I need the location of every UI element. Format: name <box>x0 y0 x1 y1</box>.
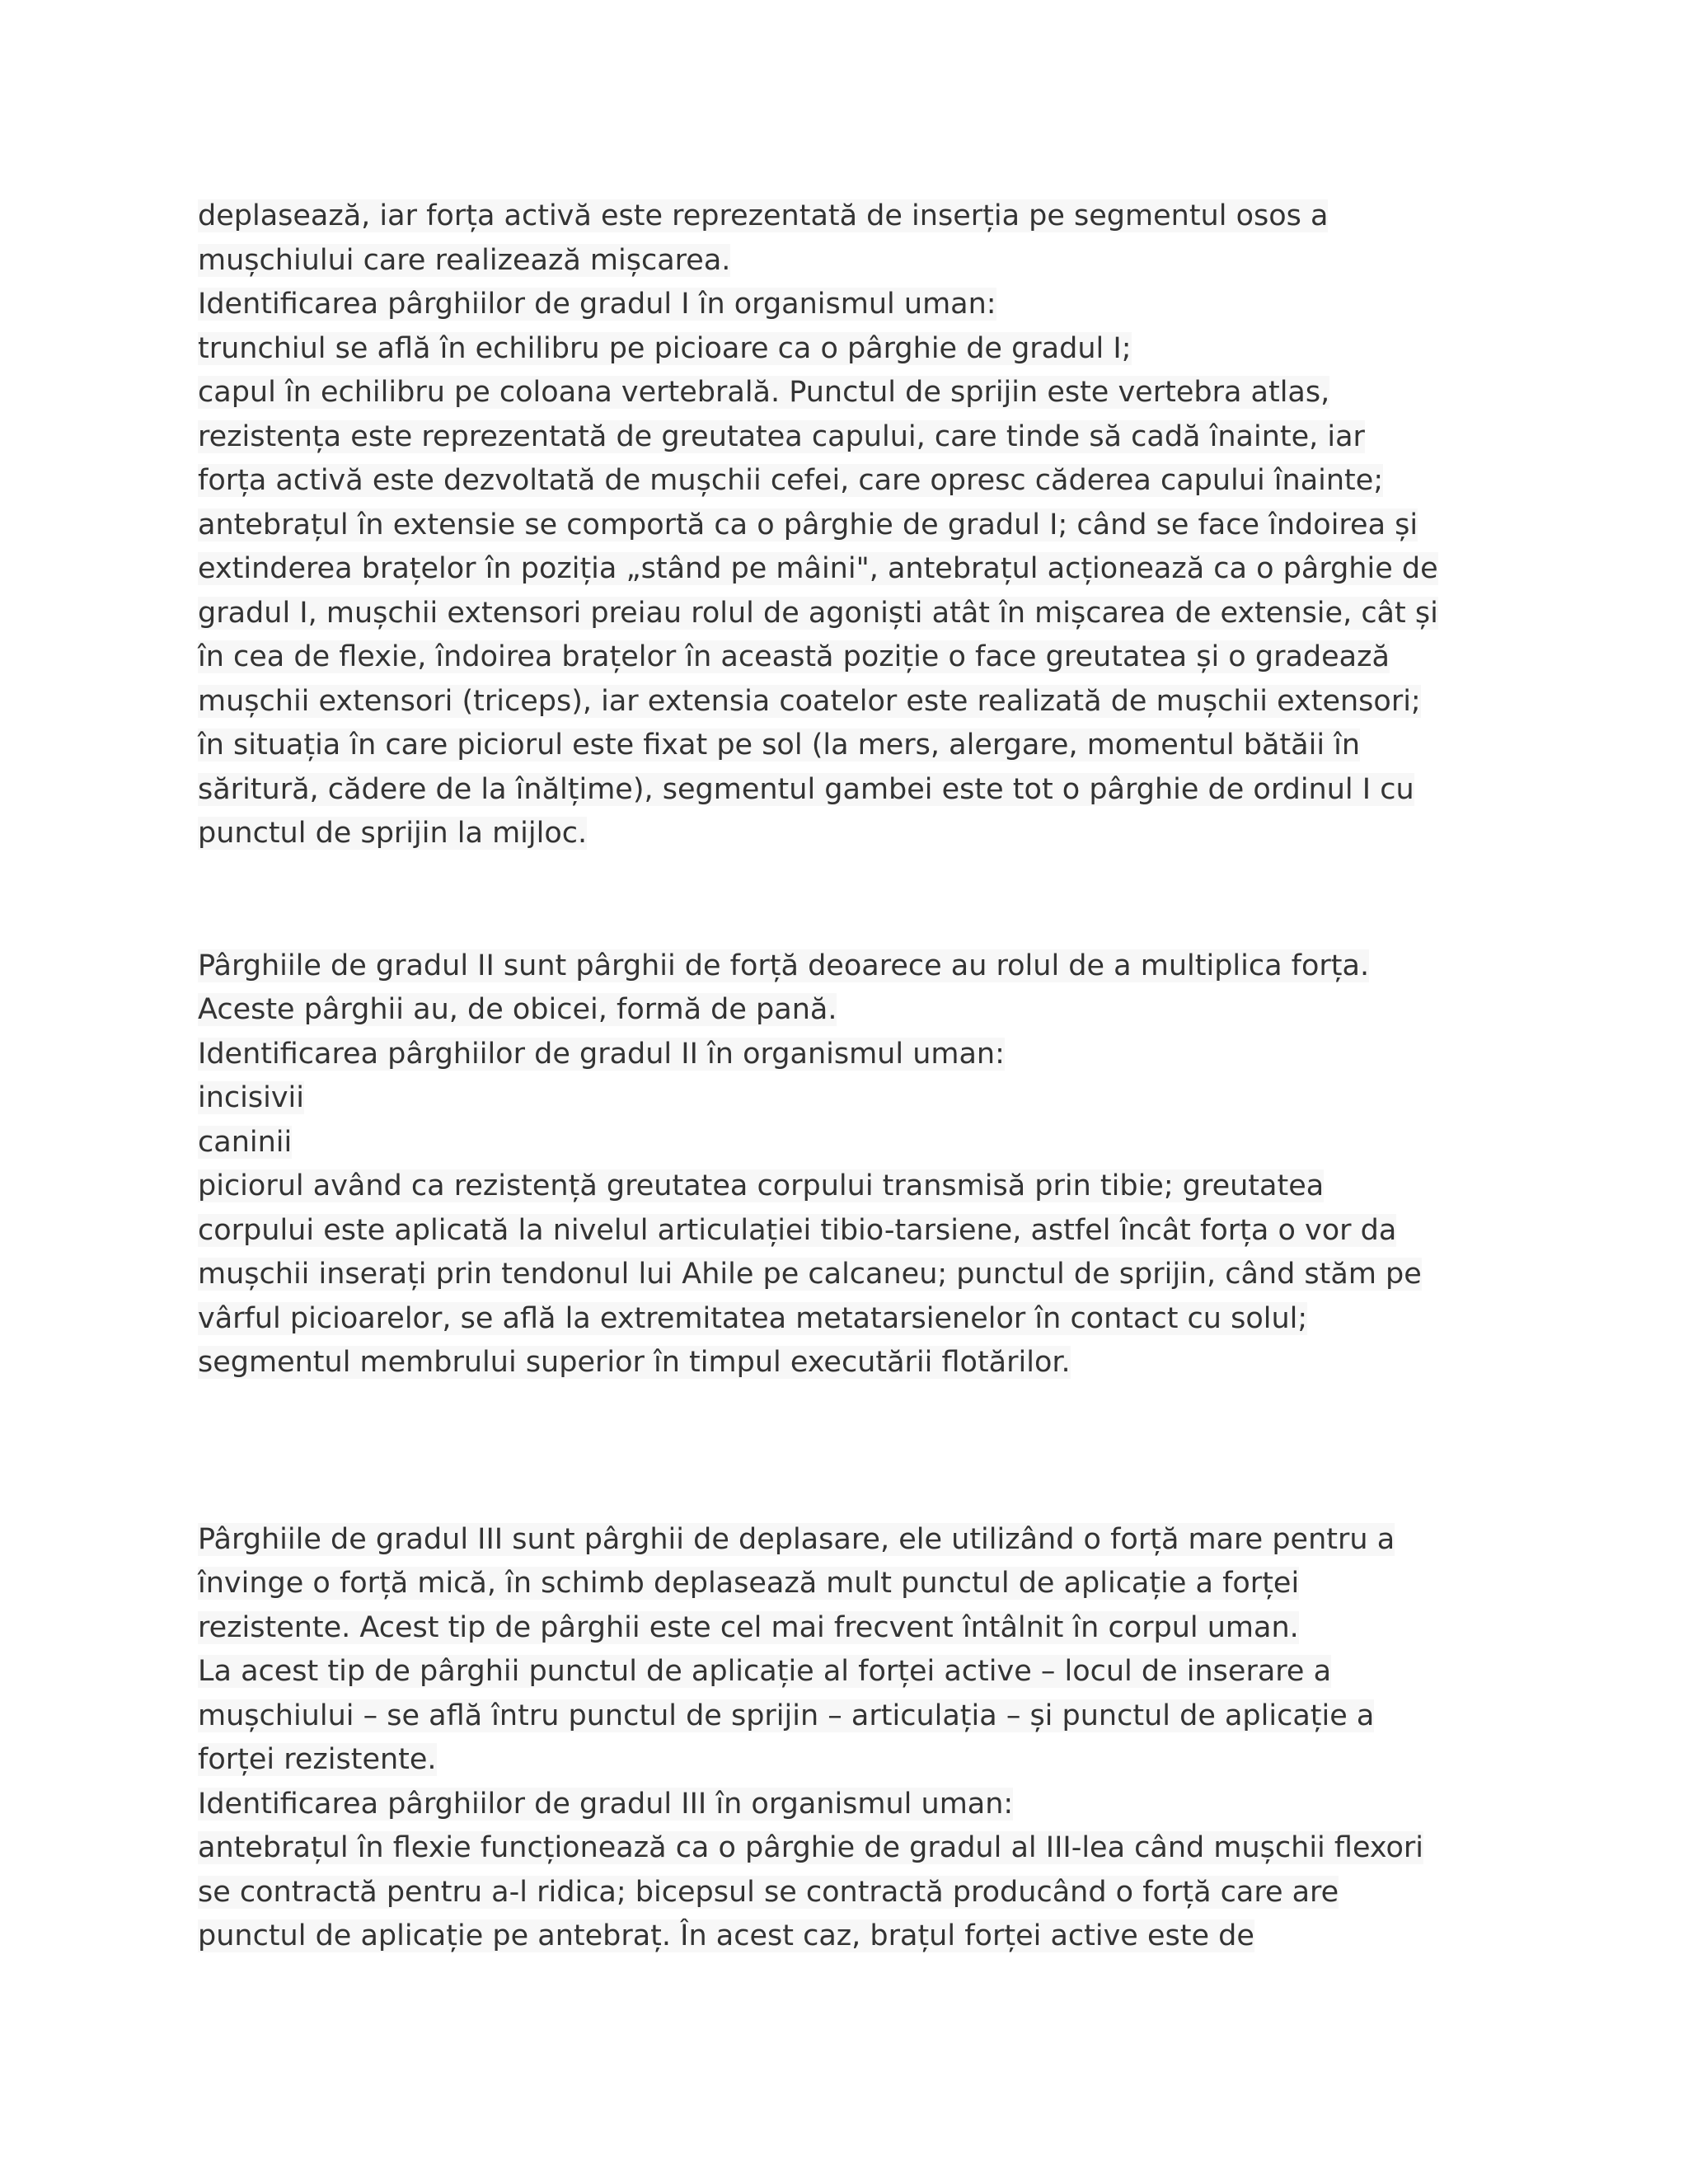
text-line: mușchii inserați prin tendonul lui Ahile pe calcaneu; punctul de sprijin, când stăm pe <box>198 1258 1422 1291</box>
text-line: se contractă pentru a-l ridica; bicepsul se contractă producând o forță care are <box>198 1875 1339 1909</box>
text-line: corpului este aplicată la nivelul articulației tibio-tarsiene, astfel încât forța o vor da <box>198 1213 1397 1247</box>
text-line: piciorul având ca rezistență greutatea corpului transmisă prin tibie; greutatea <box>198 1169 1325 1202</box>
text-line: antebrațul în extensie se comportă ca o pârghie de gradul I; când se face îndoirea și <box>198 508 1418 541</box>
text-line: punctul de aplicație pe antebraț. În acest caz, brațul forței active este de <box>198 1919 1254 1952</box>
text-line: antebrațul în flexie funcționează ca o pârghie de gradul al III-lea când mușchii flexori <box>198 1831 1424 1864</box>
text-line: vârful picioarelor, se află la extremitatea metatarsienelor în contact cu solul; <box>198 1301 1308 1335</box>
text-line: incisivii <box>198 1081 304 1114</box>
text-line: capul în echilibru pe coloana vertebrală. Punctul de sprijin este vertebra atlas, <box>198 376 1330 409</box>
text-line: învinge o forță mică, în schimb deplasează mult punctul de aplicație a forței <box>198 1567 1300 1600</box>
text-line: caninii <box>198 1125 293 1159</box>
text-line: extinderea brațelor în poziția „stând pe mâini", antebrațul acționează ca o pârghie de <box>198 552 1438 585</box>
text-line: mușchiului – se află întru punctul de sprijin – articulația – și punctul de aplicație a <box>198 1699 1375 1732</box>
text-line: forța activă este dezvoltată de mușchii cefei, care opresc căderea capului înainte; <box>198 464 1384 497</box>
text-line: rezistente. Acest tip de pârghii este cel mai frecvent întâlnit în corpul uman. <box>198 1610 1299 1644</box>
text-line: forței rezistente. <box>198 1743 437 1776</box>
text-line: în cea de flexie, îndoirea brațelor în această poziție o face greutatea și o gradează <box>198 640 1390 673</box>
document-body <box>198 194 1517 1959</box>
section-lever-class-3 <box>198 1518 1517 1959</box>
text-line: segmentul membrului superior în timpul executării flotărilor. <box>198 1346 1071 1379</box>
text-line: gradul I, mușchii extensori preiau rolul de agoniști atât în mișcarea de extensie, cât și <box>198 596 1438 630</box>
paragraph-spacer <box>198 856 1517 944</box>
paragraph-spacer <box>198 1385 1517 1518</box>
text-line: Pârghiile de gradul III sunt pârghii de deplasare, ele utilizând o forță mare pentru a <box>198 1522 1395 1556</box>
text-line: Aceste pârghii au, de obicei, formă de pană. <box>198 993 837 1026</box>
text-line: La acest tip de pârghii punctul de aplicație al forței active – locul de inserare a <box>198 1655 1332 1688</box>
text-line: trunchiul se află în echilibru pe picioare ca o pârghie de gradul I; <box>198 331 1132 365</box>
text-line: săritură, cădere de la înălțime), segmentul gambei este tot o pârghie de ordinul I cu <box>198 772 1414 806</box>
text-line: mușchii extensori (triceps), iar extensia coatelor este realizată de mușchii extensori; <box>198 684 1421 718</box>
text-line: Identificarea pârghiilor de gradul I în organismul uman: <box>198 288 996 321</box>
text-line: punctul de sprijin la mijloc. <box>198 817 588 850</box>
section-lever-class-1 <box>198 194 1517 856</box>
text-line: în situația în care piciorul este fixat pe sol (la mers, alergare, momentul bătăii în <box>198 729 1361 762</box>
section-lever-class-2 <box>198 944 1517 1385</box>
text-line: rezistența este reprezentată de greutatea capului, care tinde să cadă înainte, iar <box>198 419 1365 453</box>
text-line: Identificarea pârghiilor de gradul III în organismul uman: <box>198 1787 1014 1821</box>
text-line: Identificarea pârghiilor de gradul II în organismul uman: <box>198 1037 1005 1071</box>
text-line: Pârghiile de gradul II sunt pârghii de forță deoarece au rolul de a multiplica forța. <box>198 949 1370 982</box>
text-line: deplasează, iar forța activă este reprezentată de inserția pe segmentul osos a <box>198 199 1329 232</box>
text-line: mușchiului care realizează mișcarea. <box>198 243 731 277</box>
